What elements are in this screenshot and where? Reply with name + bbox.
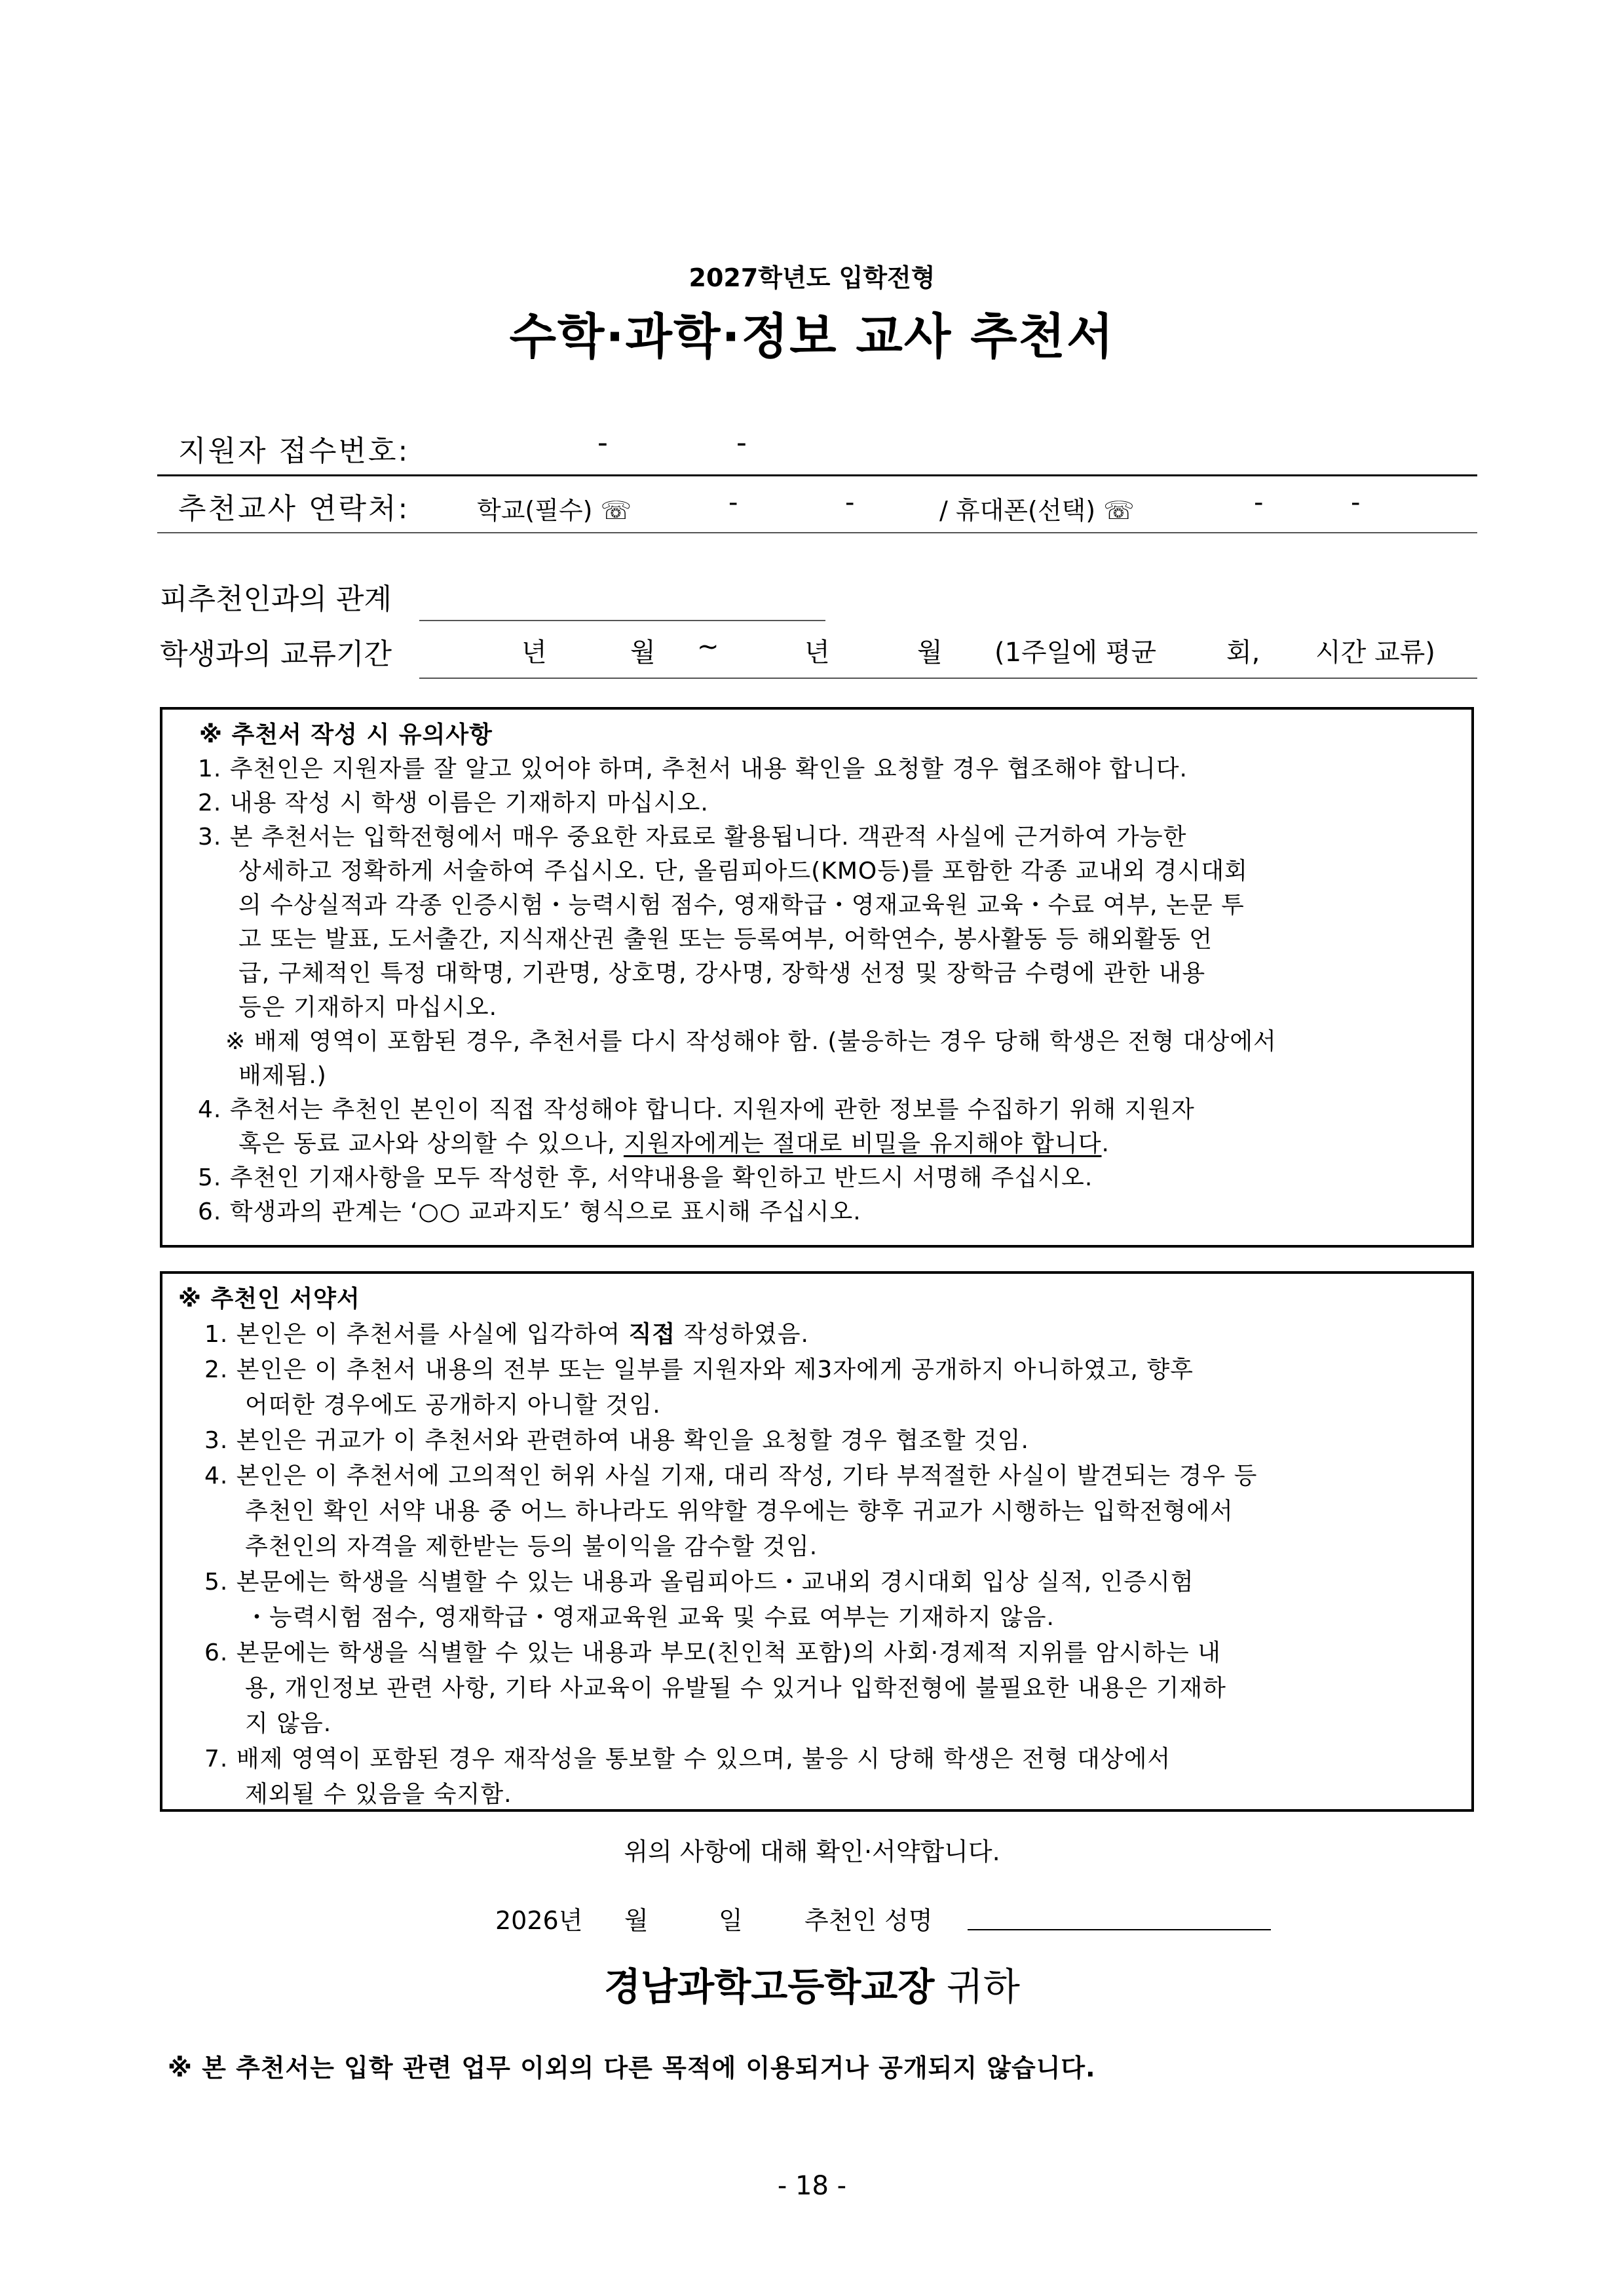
pledge-line: 제외될 수 있음을 숙지함.	[245, 1781, 512, 1808]
signer-label: 추천인 성명	[804, 1906, 933, 1935]
pledge-line: 6. 본문에는 학생을 식별할 수 있는 내용과 부모(친인척 포함)의 사회·경제적 지위를 암시하는 내	[204, 1639, 1221, 1666]
caution-note: ※ 배제 영역이 포함된 경우, 추천서를 다시 작성해야 함. (불응하는 경우 당해 학생은 전형 대상에서	[225, 1028, 1277, 1055]
mobile-phone-dash-2: -	[1351, 488, 1361, 518]
caution-line: 6. 학생과의 관계는 ‘○○ 교과지도’ 형식으로 표시해 주십시오.	[198, 1198, 861, 1225]
period-label: 학생과의 교류기간	[160, 638, 392, 671]
caution-note: 배제됨.)	[238, 1062, 327, 1089]
caution-line: 상세하고 정확하게 서술하여 주십시오. 단, 올림피아드(KMO등)를 포함한 각종 교내외 경시대회	[238, 858, 1248, 885]
pledge-text: 작성하였음.	[675, 1321, 809, 1348]
applicant-number-label: 지원자 접수번호:	[178, 434, 410, 468]
contact-row	[178, 485, 409, 527]
applicant-dash-1: -	[597, 426, 608, 459]
pledge-line: 지 않음.	[245, 1710, 332, 1737]
period-tilde: ~	[697, 632, 719, 662]
applicant-dash-2: -	[736, 426, 747, 459]
form-title: 수학·과학·정보 교사 추천서	[509, 309, 1115, 365]
pledge-line: 추천인의 자격을 제한받는 등의 불이익을 감수할 것임.	[245, 1533, 818, 1560]
period-month-2: 월	[917, 638, 943, 668]
caution-line: 급, 구체적인 특정 대학명, 기관명, 상호명, 강사명, 장학생 선정 및 장학금 수령에 관한 내용	[238, 960, 1206, 987]
confirmation-text: 위의 사항에 대해 확인·서약합니다.	[624, 1837, 1000, 1866]
pledge-line: 7. 배제 영역이 포함된 경우 재작성을 통보할 수 있으며, 불응 시 당해 학생은 전형 대상에서	[204, 1746, 1171, 1772]
pledge-line: 2. 본인은 이 추천서 내용의 전부 또는 일부를 지원자와 제3자에게 공개하지 아니하였고, 향후	[204, 1356, 1194, 1383]
date-day: 일	[719, 1906, 743, 1935]
pledge-line: 어떠한 경우에도 공개하지 아니할 것임.	[245, 1392, 661, 1419]
divider-line	[157, 532, 1477, 533]
period-times: 회,	[1226, 638, 1260, 668]
caution-line: 의 수상실적과 각종 인증시험・능력시험 점수, 영재학급・영재교육원 교육・수료 여부, 논문 투	[238, 892, 1245, 919]
caution-line: 등은 기재하지 마십시오.	[238, 994, 498, 1021]
addressee-honorific: 귀하	[946, 1964, 1020, 2009]
mobile-phone-label: / 휴대폰(선택) ☏	[939, 496, 1135, 525]
relation-field-line[interactable]	[419, 620, 825, 621]
pledge-line: ・능력시험 점수, 영재학급・영재교육원 교육 및 수료 여부는 기재하지 않음.	[245, 1604, 1055, 1631]
page-number: - 18 -	[777, 2171, 847, 2201]
caution-line: 5. 추천인 기재사항을 모두 작성한 후, 서약내용을 확인하고 반드시 서명해 주십시오.	[198, 1164, 1093, 1191]
pledge-title: ※ 추천인 서약서	[178, 1286, 360, 1312]
pledge-line: 5. 본문에는 학생을 식별할 수 있는 내용과 올림피아드・교내외 경시대회 입상 실적, 인증시험	[204, 1569, 1194, 1596]
pledge-box	[160, 1271, 1474, 1812]
contact-label: 추천교사 연락처:	[178, 492, 410, 526]
relation-label: 피추천인과의 관계	[160, 583, 392, 616]
date-month: 월	[624, 1906, 649, 1935]
school-phone-dash-2: -	[845, 488, 855, 518]
pledge-text: 1. 본인은 이 추천서를 사실에 입각하여	[204, 1321, 629, 1348]
pledge-bold-text: 직접	[628, 1321, 676, 1348]
pledge-line: 4. 본인은 이 추천서에 고의적인 허위 사실 기재, 대리 작성, 기타 부적절한 사실이 발견되는 경우 등	[204, 1463, 1258, 1489]
caution-line: 4. 추천서는 추천인 본인이 직접 작성해야 합니다. 지원자에 관한 정보를 수집하기 위해 지원자	[198, 1096, 1195, 1123]
pledge-line	[204, 1316, 809, 1349]
caution-text: .	[1101, 1130, 1110, 1157]
period-weekly: (1주일에 평균	[994, 638, 1156, 668]
period-hours: 시간 교류)	[1315, 638, 1435, 668]
divider-line	[157, 474, 1477, 476]
cautions-box	[160, 707, 1474, 1248]
school-phone-dash-1: -	[728, 488, 738, 518]
applicant-row	[178, 427, 409, 469]
pledge-line: 3. 본인은 귀교가 이 추천서와 관련하여 내용 확인을 요청할 경우 협조할 것임.	[204, 1427, 1029, 1454]
period-year-1: 년	[521, 638, 547, 668]
period-year-2: 년	[804, 638, 830, 668]
mobile-phone-dash-1: -	[1254, 488, 1264, 518]
addressee-school: 경남과학고등학교장	[604, 1964, 935, 2009]
caution-line	[238, 1125, 1110, 1158]
caution-line: 1. 추천인은 지원자를 잘 알고 있어야 하며, 추천서 내용 확인을 요청할 경우 협조해야 합니다.	[198, 756, 1188, 782]
period-month-1: 월	[630, 638, 656, 668]
caution-underlined-text: 지원자에게는 절대로 비밀을 유지해야 합니다	[623, 1130, 1102, 1157]
caution-line: 2. 내용 작성 시 학생 이름은 기재하지 마십시오.	[198, 790, 709, 816]
date-year: 2026년	[495, 1906, 583, 1935]
pledge-line: 추천인 확인 서약 내용 중 어느 하나라도 위약할 경우에는 향후 귀교가 시행하는 입학전형에서	[245, 1498, 1234, 1525]
signature-field-line[interactable]	[968, 1929, 1271, 1930]
caution-text: 혹은 동료 교사와 상의할 수 있으나,	[238, 1130, 624, 1157]
pledge-line: 용, 개인정보 관련 사항, 기타 사교육이 유발될 수 있거나 입학전형에 불필요한 내용은 기재하	[245, 1675, 1226, 1702]
caution-line: 3. 본 추천서는 입학전형에서 매우 중요한 자료로 활용됩니다. 객관적 사실에 근거하여 가능한	[198, 824, 1187, 851]
caution-line: 고 또는 발표, 도서출간, 지식재산권 출원 또는 등록여부, 어학연수, 봉사활동 등 해외활동 언	[238, 926, 1213, 953]
form-subtitle: 2027학년도 입학전형	[689, 263, 935, 292]
cautions-title: ※ 추천서 작성 시 유의사항	[199, 721, 493, 748]
addressee	[0, 1956, 1624, 2011]
period-field-line[interactable]	[419, 678, 1477, 679]
privacy-notice: ※ 본 추천서는 입학 관련 업무 이외의 다른 목적에 이용되거나 공개되지 않습니다.	[168, 2054, 1096, 2082]
school-phone-label: 학교(필수) ☏	[477, 496, 632, 525]
